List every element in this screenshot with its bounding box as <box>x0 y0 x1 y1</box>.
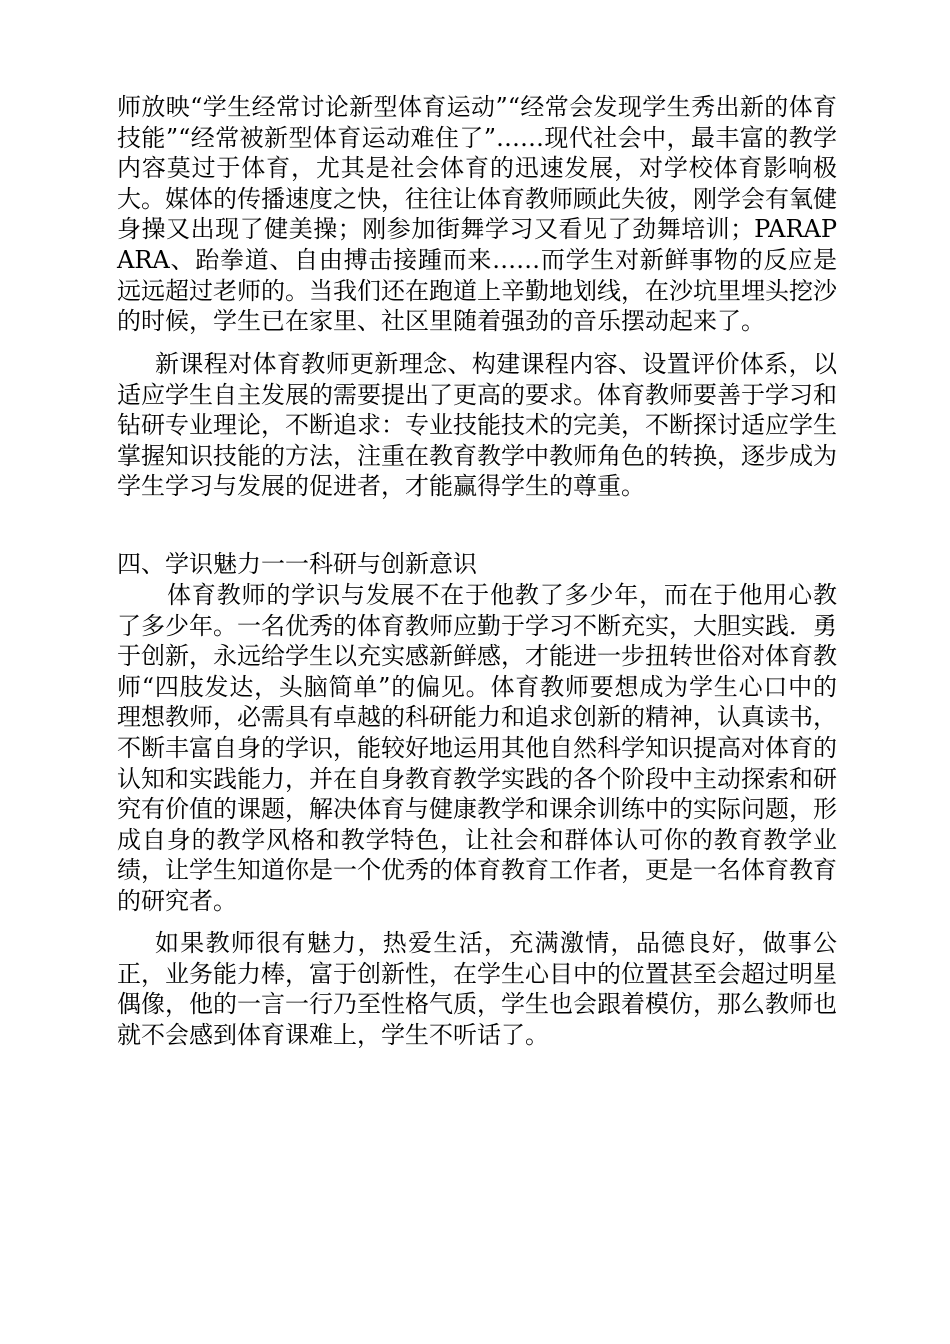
section-heading: 四、学识魅力一一科研与创新意识 <box>117 550 477 578</box>
paragraph-teacher-charm: 如果教师很有魅力，热爱生活，充满激情，品德良好，做事公正，业务能力棒，富于创新性，在学生心目中的位置甚至会超过明星偶像，他的一言一行乃至性格气质，学生也会跟着模仿，那么教师也就不会感到体育课难上，学生不听话了。 <box>117 929 837 1049</box>
paragraph-continuation: 师放映“学生经常讨论新型体育运动”“经常会发现学生秀出新的体育技能”“经常被新型体育运动难住了”……现代社会中，最丰富的教学内容莫过于体育，尤其是社会体育的迅速发展，对学校体育影响极大。媒体的传播速度之快，往往让体育教师顾此失彼，刚学会有氧健身操又出现了健美操；刚参加街舞学习又看见了劲舞培训；PARAPARA、跆拳道、自由搏击接踵而来……而学生对新鲜事物的反应是远远超过老师的。当我们还在跑道上辛勤地划线，在沙坑里埋头挖沙的时候，学生已在家里、社区里随着强劲的音乐摆动起来了。 <box>117 93 837 336</box>
paragraph-new-curriculum: 新课程对体育教师更新理念、构建课程内容、设置评价体系，以适应学生自主发展的需要提出了更高的要求。体育教师要善于学习和钻研专业理论，不断追求：专业技能技术的完美，不断探讨适应学生掌握知识技能的方法，注重在教育教学中教师角色的转换，逐步成为学生学习与发展的促进者，才能赢得学生的尊重。 <box>117 350 837 501</box>
paragraph-knowledge-charm: 体育教师的学识与发展不在于他教了多少年，而在于他用心教了多少年。一名优秀的体育教师应勤于学习不断充实，大胆实践．勇于创新，永远给学生以充实感新鲜感，才能进一步扭转世俗对体育教师“四肢发达，头脑简单”的偏见。体育教师要想成为学生心口中的理想教师，必需具有卓越的科研能力和追求创新的精神，认真读书，不断丰富自身的学识，能较好地运用其他自然科学知识提高对体育的认知和实践能力，并在自身教育教学实践的各个阶段中主动探索和研究有价值的课题，解决体育与健康教学和课余训练中的实际问题，形成自身的教学风格和教学特色，让社会和群体认可你的教育教学业绩，让学生知道你是一个优秀的体育教育工作者，更是一名体育教育的研究者。 <box>117 581 837 915</box>
